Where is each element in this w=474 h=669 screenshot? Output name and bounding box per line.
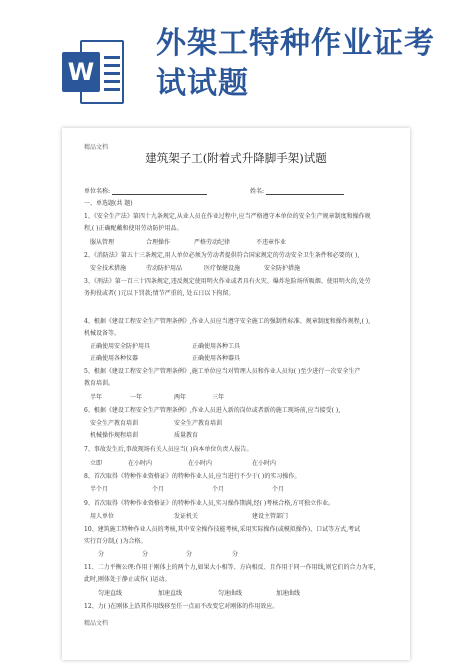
- q7-option-a: 立即: [90, 460, 103, 467]
- question-12-line-1: 12、力( )在刚体上沿其作用线移至任一点而不改变它对刚体的作用效应。: [84, 603, 279, 610]
- q7-option-c: 在小时内: [188, 460, 213, 467]
- q10-option-b: 分: [142, 551, 149, 558]
- q5-option-d: 三年: [212, 394, 225, 401]
- q4-option-d: 正确使用各种器具: [192, 355, 241, 362]
- q2-option-a: 安全技术措施: [90, 265, 127, 272]
- question-2-line-1: 2、《消防法》第五十三条规定,用人单位必须为劳动者提供符合国家规定的劳动安全卫生条件和必要的( ),: [84, 252, 360, 259]
- q8-option-a: 半个月: [90, 486, 109, 493]
- section-heading: 一、单选题(共 题): [84, 200, 133, 207]
- question-1-line-1: 1、《安全生产法》第四十九条规定,从业人员在作业过程中,应当严格遵守本单位的安全生产规章制度和操作规: [84, 213, 371, 220]
- question-8-line-1: 8、首次取得《特种作业资格证》的特种作业人员,应当进行不少于( )的实习操作。: [84, 473, 301, 480]
- unit-name-label: 单位名称:: [84, 188, 111, 195]
- q10-option-c: 分: [186, 551, 193, 558]
- q10-option-a: 分: [98, 551, 105, 558]
- q6-option-a: 安全生产教育培训: [90, 420, 139, 427]
- q9-option-b: 发证机关: [174, 513, 199, 520]
- q1-option-c: 严格劳动纪律: [194, 239, 231, 246]
- q1-option-b: 合理操作: [146, 239, 171, 246]
- q1-option-d: 不违章作业: [256, 239, 287, 246]
- question-7-line-1: 7、事故发生后,事故现场有关人员应当( )向本单位负责人报告。: [84, 446, 253, 453]
- q8-option-c: 个月: [212, 486, 225, 493]
- question-6-line-1: 6、根据《建设工程安全生产管理条例》,作业人员进入新的岗位或者新的施工现场前,应当接受( ),: [84, 407, 341, 414]
- q9-option-c: 建设主管部门: [252, 513, 289, 520]
- question-10-line-2: 实行百分制,( )为合格。: [84, 538, 147, 545]
- q11-option-d: 加速曲线: [276, 590, 301, 597]
- question-10-line-1: 10、建筑施工特种作业人员的考核,其中安全操作技能考核,采用实际操作(或模拟操作)、口试等方式,考试: [84, 526, 361, 533]
- q5-option-a: 半年: [90, 394, 103, 401]
- q6-option-c: 机械操作规程培训: [90, 432, 139, 439]
- doc-title: 建筑架子工(附着式升降脚手架)试题: [145, 151, 327, 165]
- word-letter-badge: W: [62, 52, 100, 92]
- document-sheet: [62, 128, 410, 660]
- q8-option-d: 个月: [272, 486, 285, 493]
- doc-tag-bottom: 精品文档: [84, 620, 109, 627]
- question-5-line-1: 5、根据《建设工程安全生产管理条例》,施工单位应当对管理人员和作业人员每( )至少进行一次安全生产: [84, 368, 361, 375]
- q4-option-b: 正确使用各种工具: [192, 343, 241, 350]
- q8-option-b: 个月: [152, 486, 165, 493]
- q7-option-d: 在小时内: [252, 460, 277, 467]
- q6-option-d: 质量教育: [174, 432, 199, 439]
- question-11-line-1: 11、二力平衡公理:作用于刚体上的两个力,如果大小相等、方向相反、且作用于同一作用线,则它们的合力为零,: [84, 564, 376, 571]
- q11-option-b: 加速直线: [158, 590, 183, 597]
- unit-name-field: [84, 186, 207, 195]
- person-name-blank: [266, 194, 344, 195]
- doc-tag-top: 精品文档: [84, 144, 109, 151]
- q5-option-c: 两年: [174, 394, 187, 401]
- question-3-line-2: 务拘役或者( )元以下罚款;情节严重的, 处五日以下拘留。: [84, 290, 235, 297]
- question-9-line-1: 9、首次取得《特种作业资格证》的特种作业人员,实习操作期满,经( )考核合格,方可独立作业。: [84, 500, 335, 507]
- q4-option-a: 正确使用安全防护用具: [90, 343, 151, 350]
- q1-option-a: 服从管理: [90, 239, 115, 246]
- question-3-line-1: 3、《刑法》第一百三十四条规定,违反规定使用明火作业或者具有火灾、爆炸危险场所吸烟、使用明火的,处劳: [84, 278, 371, 285]
- q11-option-a: 匀速直线: [98, 590, 123, 597]
- question-5-line-2: 教育培训。: [84, 380, 115, 387]
- person-name-label: 姓名:: [250, 188, 265, 195]
- q2-option-d: 安全防护措施: [264, 265, 301, 272]
- q2-option-c: 医疗保健设施: [204, 265, 241, 272]
- word-document-icon: [62, 36, 124, 108]
- q11-option-c: 匀速曲线: [218, 590, 243, 597]
- page-title: 外架工特种作业证考试试题: [156, 26, 435, 101]
- q10-option-d: 分: [232, 551, 239, 558]
- person-name-field: [250, 186, 344, 195]
- q7-option-b: 在小时内: [128, 460, 153, 467]
- unit-name-blank: [112, 194, 207, 195]
- question-11-line-2: 此时,刚体处于静止或作( )运动。: [84, 576, 171, 583]
- question-4-line-2: 机械设备等。: [84, 330, 121, 337]
- question-1-line-2: 程,( )正确配戴和使用劳动防护用品。: [84, 225, 183, 232]
- q5-option-b: 一年: [130, 394, 143, 401]
- q4-option-c: 正确使用各种仪器: [90, 355, 139, 362]
- q2-option-b: 劳动防护用品: [146, 265, 183, 272]
- question-4-line-1: 4、根据《建设工程安全生产管理条例》,作业人员应当遵守安全施工的强制性标准、规章制度和操作规程,( ),: [84, 318, 371, 325]
- q9-option-a: 用人单位: [90, 513, 115, 520]
- q6-option-b: 安全生产教育培训: [174, 420, 223, 427]
- page-header: [0, 0, 474, 122]
